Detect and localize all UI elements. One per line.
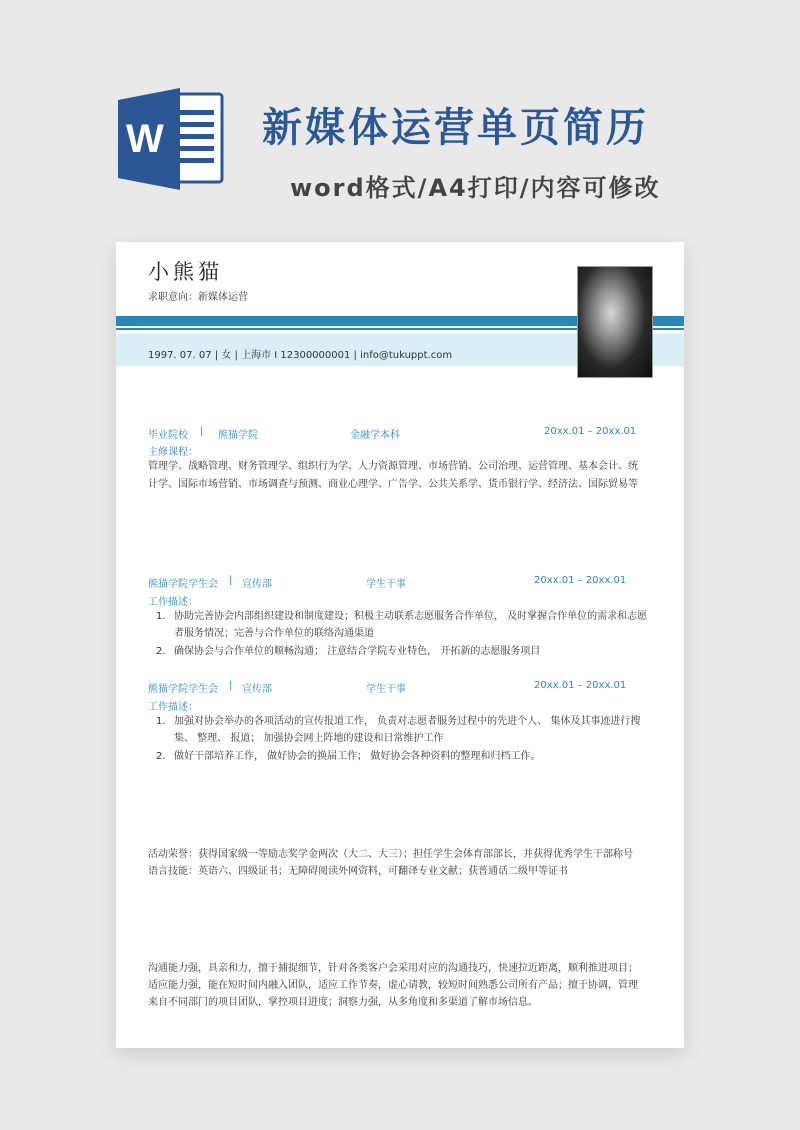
page-title: 新媒体运营单页简历 <box>262 105 649 151</box>
list-item: 1. 加强对协会举办的各项活动的宣传报道工作， 负责对志愿者服务过程中的先进个人、 集体及其事迹进行搜 <box>156 716 641 727</box>
resume-name: 小熊猫 <box>148 260 223 284</box>
contact-info: 1997. 07. 07 | 女 | 上海市 I 12300000001 | info@tukuppt.com <box>148 350 453 361</box>
edu-school: 熊猫学院 <box>218 430 258 441</box>
resume-document <box>116 242 684 1048</box>
list-item: 1. 协助完善协会内部组织建设和制度建设；积极主动联系志愿服务合作单位， 及时掌握合作单位的需求和志愿 <box>156 611 648 622</box>
word-icon-letter: W <box>126 117 164 161</box>
courses-label: 主修课程： <box>148 447 198 458</box>
self-eval-line-1: 沟通能力强，具亲和力，擅于捕捉细节，针对各类客户会采用对应的沟通技巧，快速拉近距离，顺利推进项目； <box>148 963 638 974</box>
self-eval-line-2: 适应能力强，能在短时间内融入团队，适应工作节奏，虚心请教，较短时间熟悉公司所有产品；擅于协调，管理 <box>148 980 638 991</box>
exp1-dept: 宣传部 <box>242 579 272 590</box>
self-eval-line-3: 来自不同部门的项目团队，掌控项目进度；洞察力强，从多角度和多渠道了解市场信息。 <box>148 997 538 1008</box>
list-item: 2. 做好干部培养工作， 做好协会的换届工作； 做好协会各种资料的整理和归档工作。 <box>156 751 541 762</box>
exp1-org: 熊猫学院学生会 <box>148 579 218 590</box>
courses-line-2: 计学、国际市场营销、市场调查与预测、商业心理学、广告学、公共关系学、货币银行学、经济法、国际贸易等 <box>148 479 638 490</box>
exp2-separator: | <box>229 680 233 691</box>
list-item-continuation: 者服务情况；完善与合作单位的联络沟通渠道 <box>174 628 374 639</box>
exp2-org: 熊猫学院学生会 <box>148 684 218 695</box>
exp1-role: 学生干事 <box>366 579 406 590</box>
edu-separator: | <box>200 426 204 437</box>
page-subtitle: word格式/A4打印/内容可修改 <box>290 174 661 202</box>
skills-line: 语言技能：英语六、四级证书；无障碍阅读外网资料，可翻译专业文献；获普通话二级甲等证书 <box>148 866 568 877</box>
word-document-icon <box>118 84 228 194</box>
profile-photo <box>577 266 653 378</box>
exp2-desc-label: 工作描述： <box>148 702 198 713</box>
honors-line: 活动荣誉：获得国家级一等励志奖学金两次（大二、大三）；担任学生会体育部部长，并获得优秀学生干部称号 <box>148 849 633 860</box>
exp2-period: 20xx.01 – 20xx.01 <box>534 680 627 691</box>
exp1-desc-label: 工作描述： <box>148 597 198 608</box>
edu-period: 20xx.01 – 20xx.01 <box>544 426 637 437</box>
exp2-dept: 宣传部 <box>242 684 272 695</box>
job-intent: 求职意向：新媒体运营 <box>148 292 248 303</box>
list-item: 2. 确保协会与合作单位的顺畅沟通； 注意结合学院专业特色， 开拓新的志愿服务项目 <box>156 646 541 657</box>
exp1-separator: | <box>229 575 233 586</box>
list-item-continuation: 集、 整理、 报道； 加强协会网上阵地的建设和日常维护工作 <box>174 733 444 744</box>
edu-school-label: 毕业院校 <box>148 430 188 441</box>
edu-degree: 金融学本科 <box>350 430 400 441</box>
courses-line-1: 管理学、战略管理、财务管理学、组织行为学、人力资源管理、市场营销、公司治理、运营管理、基本会计、统 <box>148 461 638 472</box>
exp1-period: 20xx.01 – 20xx.01 <box>534 575 627 586</box>
exp2-role: 学生干事 <box>366 684 406 695</box>
